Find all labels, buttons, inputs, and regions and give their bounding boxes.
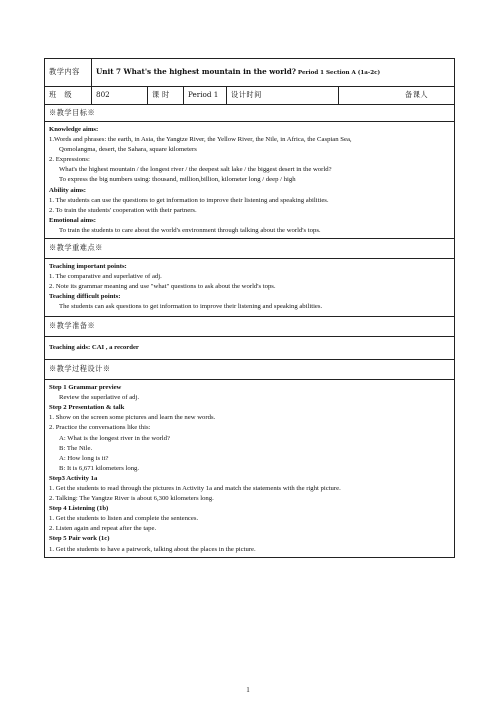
preparation-content — [45, 337, 455, 360]
process-header-row — [45, 360, 455, 380]
process-line: A: What is the longest river in the world? — [59, 434, 170, 442]
goals-line: Ability aims: — [49, 186, 86, 194]
goals-line: Knowledge aims: — [49, 126, 99, 133]
page-number: 1 — [246, 686, 250, 694]
notes-label: 备课人 — [405, 91, 429, 100]
process-line: A: How long is it? — [59, 454, 109, 462]
goals-content-row — [45, 122, 455, 239]
difficulties-line: 2. Note its grammar meaning and use "what" questions to ask about the world's tops. — [49, 283, 276, 291]
difficulties-line: 1. The comparative and superlative of adj. — [49, 273, 162, 281]
difficulties-line: The students can ask questions to get information to improve their listening and speaking abilities. — [59, 303, 323, 311]
process-content-row — [45, 380, 455, 558]
goals-line: Emotional aims: — [49, 216, 96, 224]
period-value: Period 1 — [184, 87, 227, 105]
lesson-plan-table — [44, 58, 455, 558]
process-line: 1. Get the students to have a pairwork, talking about the places in the picture. — [49, 545, 256, 553]
goals-line: 1.Words and phrases: the earth, in Asia, the Yangtze River, the Yellow River, the Nile, in Africa, the Caspian Sea, — [49, 136, 352, 144]
preparation-content-row — [45, 337, 455, 360]
process-line: 2. Practice the conversations like this: — [49, 424, 151, 432]
content-label: 教学内容 — [45, 59, 92, 87]
difficulties-content — [45, 259, 455, 317]
difficulties-title: ※教学重难点※ — [45, 239, 455, 259]
goals-line: Qomolangma, desert, the Sahara, square kilometers — [59, 146, 197, 154]
preparation-header-row — [45, 317, 455, 337]
class-value: 802 — [92, 87, 148, 105]
class-info-row — [45, 87, 455, 105]
difficulties-line: Teaching difficult points: — [49, 293, 121, 301]
process-content — [45, 380, 455, 558]
content-title-cell — [92, 59, 455, 87]
content-title: Unit 7 What's the highest mountain in the world? — [96, 67, 296, 77]
content-row — [45, 59, 455, 87]
goals-line: To train the students to care about the world's environment through talking about the world's tops. — [59, 226, 321, 234]
process-line: Review the superlative of adj. — [59, 394, 140, 402]
goals-line: 1. The students can use the questions to get information to improve their listening and speaking abilities. — [49, 196, 329, 204]
process-line: Step 5 Pair work (1c) — [49, 535, 110, 543]
difficulties-header-row — [45, 239, 455, 259]
process-line: 2. Listen again and repeat after the tape. — [49, 525, 157, 533]
process-line: B: It is 6,671 kilometers long. — [59, 464, 140, 472]
process-line: B: The Nile. — [59, 444, 93, 452]
goals-line: What's the highest mountain / the longest river / the deepest salt lake / the biggest desert in the world? — [59, 166, 332, 174]
process-line: Step 2 Presentation & talk — [49, 404, 125, 412]
design-time-label: 设计时间 — [231, 91, 262, 100]
process-line: 2. Talking: The Yangtze River is about 6,300 kilometers long. — [49, 495, 214, 503]
notes-cell — [339, 87, 455, 105]
preparation-title: ※教学准备※ — [45, 317, 455, 337]
process-title: ※教学过程设计※ — [45, 360, 455, 380]
goals-line: To express the big numbers using: thousand, million,billion, kilometer long / deep / high — [59, 176, 296, 184]
content-subtitle: Period 1 Section A (1a-2c) — [295, 70, 381, 77]
process-line: 1. Show on the screen some pictures and learn the new words. — [49, 414, 216, 422]
goals-header-row — [45, 105, 455, 122]
goals-title: ※教学目标※ — [45, 105, 455, 122]
difficulties-content-row — [45, 259, 455, 317]
goals-content — [45, 122, 455, 239]
goals-line: 2. Expressions: — [49, 156, 90, 164]
process-line: Step 4 Listening (1b) — [49, 505, 109, 513]
process-line: Step3 Activity 1a — [49, 474, 98, 482]
process-line: Step 1 Grammar preview — [49, 384, 122, 392]
preparation-line: Teaching aids: CAI , a recorder — [49, 344, 139, 352]
class-label: 班 级 — [45, 87, 92, 105]
process-line: 1. Get the students to listen and complete the sentences. — [49, 515, 199, 523]
design-time-cell — [227, 87, 339, 105]
goals-line: 2. To train the students' cooperation with their partners. — [49, 206, 197, 214]
period-label: 课 时 — [148, 87, 184, 105]
difficulties-line: Teaching important points: — [49, 263, 127, 271]
process-line: 1. Get the students to read through the pictures in Activity 1a and match the statements with the right picture. — [49, 484, 341, 492]
